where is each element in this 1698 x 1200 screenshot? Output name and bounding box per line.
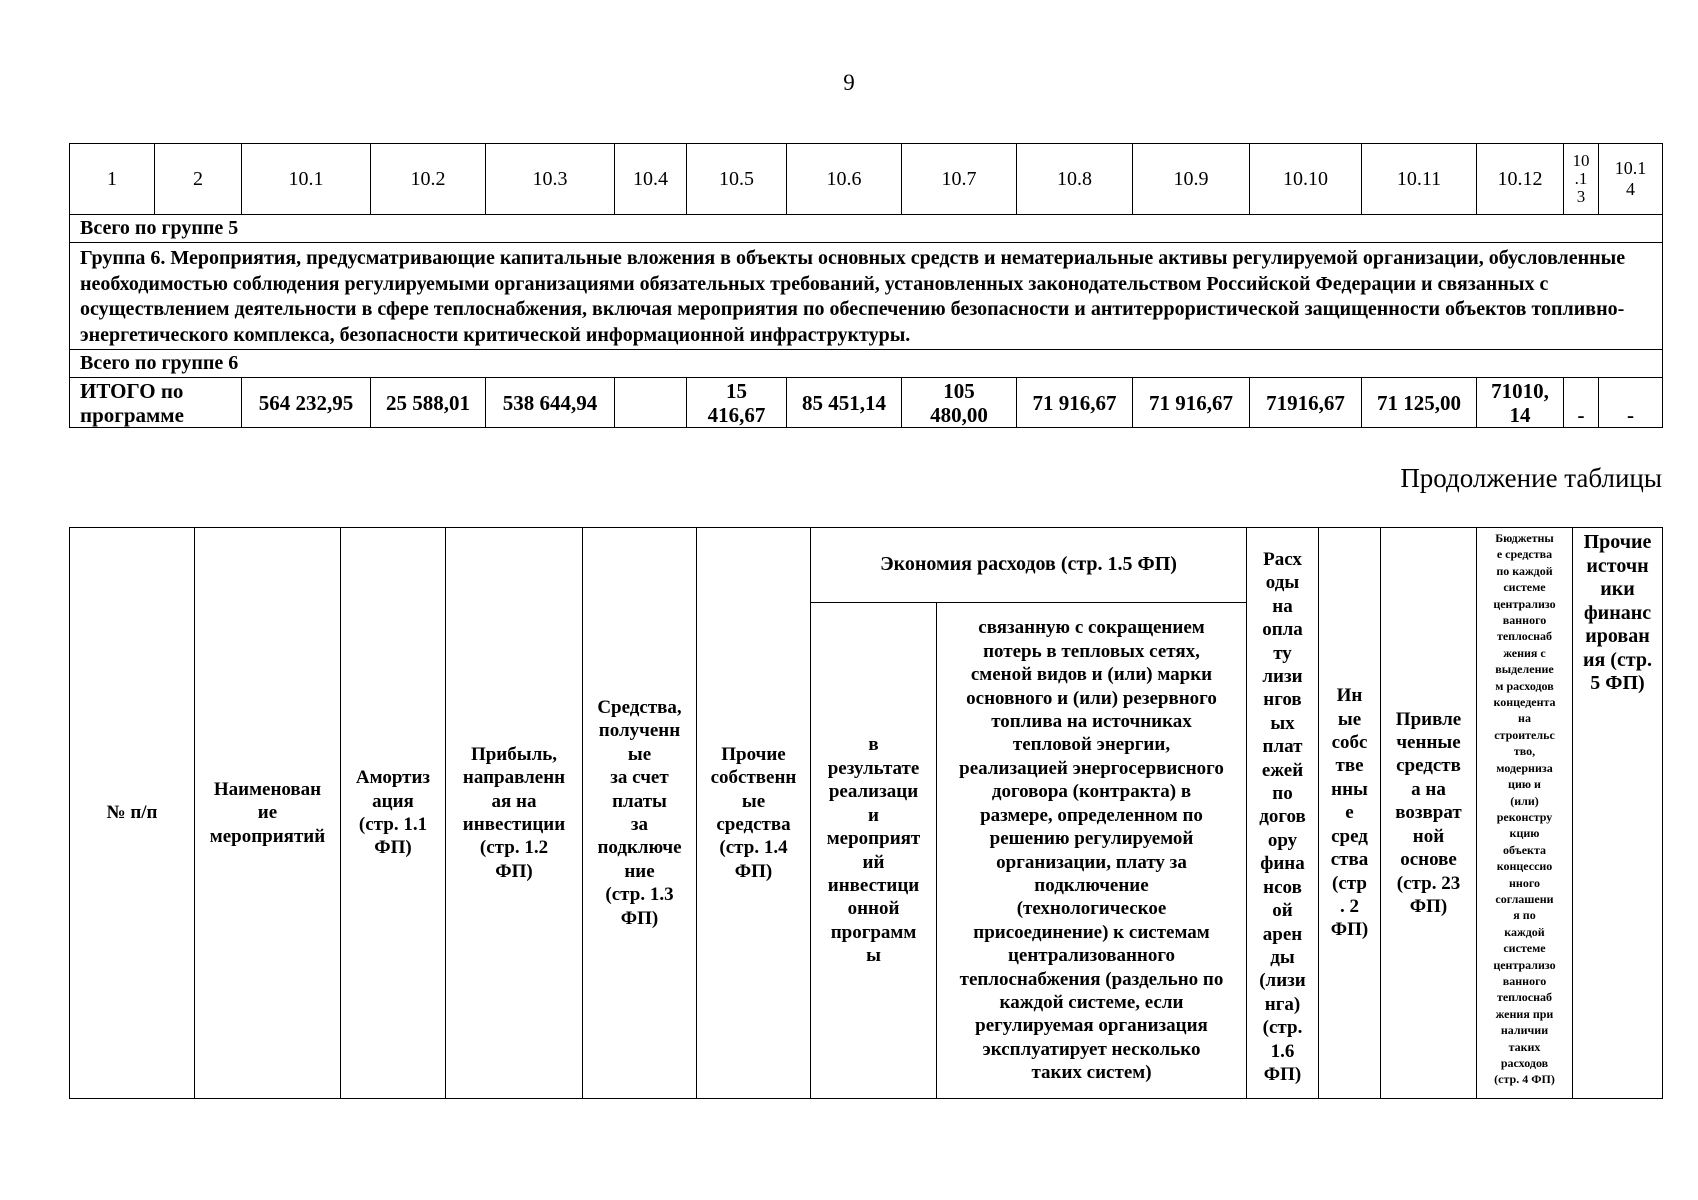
header-budget-funds: Бюджетны е средства по каждой системе централизо ванного теплоснаб жения с выделение м расходов концедента на строительс тво, модерниза цию и (или) реконстру кцию объекта концессио нного соглашени я по каждой системе централизо ванного теплоснаб жения при наличии таких расходов (стр. 4 ФП) xyxy=(1477,528,1573,1099)
column-number-cell: 10.1 xyxy=(242,144,371,215)
total-value-cell: 105 480,00 xyxy=(902,378,1017,428)
header-other-funds: Ин ые собс тве нны е сред ства (стр . 2 ФП) xyxy=(1319,528,1381,1099)
column-number-row xyxy=(70,144,1663,215)
group5-total-row xyxy=(70,215,1663,243)
column-number-cell: 10.3 xyxy=(486,144,615,215)
total-value-cell: - xyxy=(1564,378,1599,428)
header-row-number: № п/п xyxy=(70,528,195,1099)
group6-total-label: Всего по группе 6 xyxy=(70,350,1663,378)
page-number: 9 xyxy=(843,70,855,95)
total-value-cell: - xyxy=(1599,378,1663,428)
total-value-cell: 71916,67 xyxy=(1250,378,1362,428)
header-amortization: Амортиз ация (стр. 1.1 ФП) xyxy=(341,528,446,1099)
header-cost-savings: Экономия расходов (стр. 1.5 ФП) xyxy=(811,528,1247,603)
program-total-row xyxy=(70,378,1663,428)
investment-table-top xyxy=(69,143,1663,428)
column-number-cell: 10.1 4 xyxy=(1599,144,1663,215)
column-number-cell: 10.10 xyxy=(1250,144,1362,215)
header-connection-fees: Средства, полученн ые за счет платы за подключе ние (стр. 1.3 ФП) xyxy=(583,528,697,1099)
investment-table-header xyxy=(69,527,1663,1099)
group6-total-row xyxy=(70,350,1663,378)
total-value-cell xyxy=(615,378,687,428)
column-number-cell: 10.8 xyxy=(1017,144,1133,215)
group5-total-label: Всего по группе 5 xyxy=(70,215,1663,243)
header-savings-investment: в результате реализаци и мероприят ий инвестици онной программ ы xyxy=(811,603,937,1099)
continuation-label: Продолжение таблицы xyxy=(1400,463,1662,493)
column-number-cell: 10.11 xyxy=(1362,144,1477,215)
total-value-cell: 564 232,95 xyxy=(242,378,371,428)
column-number-cell: 10.4 xyxy=(615,144,687,215)
program-total-label: ИТОГО по программе xyxy=(70,378,242,428)
column-number-cell: 1 xyxy=(70,144,155,215)
total-value-cell: 25 588,01 xyxy=(371,378,486,428)
header-other-own-funds: Прочие собственн ые средства (стр. 1.4 ФП) xyxy=(697,528,811,1099)
header-savings-losses: связанную с сокращением потерь в тепловых сетях, сменой видов и (или) марки основного и (или) резервного топлива на источниках тепловой энергии, реализацией энергосервисного договора (контракта) в размере, определенном по решению регулируемой организации, плату за подключение (технологическое присоединение) к системам централизованного теплоснабжения (раздельно по каждой системе, если регулируемая организация эксплуатирует несколько таких систем) xyxy=(937,603,1247,1099)
column-number-cell: 10.9 xyxy=(1133,144,1250,215)
total-value-cell: 538 644,94 xyxy=(486,378,615,428)
total-value-cell: 15 416,67 xyxy=(687,378,787,428)
column-number-cell: 10.12 xyxy=(1477,144,1564,215)
header-other-sources: Прочие источн ики финанс ирован ия (стр. 5 ФП) xyxy=(1573,528,1663,1099)
header-leasing: Расх оды на опла ту лизи нгов ых плат ежей по догов ору фина нсов ой арен ды (лизи нга) (стр. 1.6 ФП) xyxy=(1247,528,1319,1099)
total-value-cell: 71010, 14 xyxy=(1477,378,1564,428)
total-value-cell: 71 125,00 xyxy=(1362,378,1477,428)
column-number-cell: 10.6 xyxy=(787,144,902,215)
total-value-cell: 71 916,67 xyxy=(1133,378,1250,428)
column-number-cell: 10.5 xyxy=(687,144,787,215)
header-borrowed-funds: Привле ченные средств а на возврат ной основе (стр. 23 ФП) xyxy=(1381,528,1477,1099)
total-value-cell: 85 451,14 xyxy=(787,378,902,428)
total-value-cell: 71 916,67 xyxy=(1017,378,1133,428)
column-number-cell: 10 .1 3 xyxy=(1564,144,1599,215)
header-activity-name: Наименован ие мероприятий xyxy=(195,528,341,1099)
column-number-cell: 2 xyxy=(155,144,242,215)
group6-title-row xyxy=(70,243,1663,350)
column-number-cell: 10.2 xyxy=(371,144,486,215)
column-number-cell: 10.7 xyxy=(902,144,1017,215)
header-profit: Прибыль, направленн ая на инвестиции (стр. 1.2 ФП) xyxy=(446,528,583,1099)
group6-title: Группа 6. Мероприятия, предусматривающие капитальные вложения в объекты основных средств и нематериальные активы регулируемой организации, обусловленные необходимостью соблюдения регулируемыми организациями обязательных требований, установленных законодательством Российской Федерации и связанных с осуществлением деятельности в сфере теплоснабжения, включая мероприятия по обеспечению безопасности и антитеррористической защищенности объектов топливно-энергетического комплекса, безопасности критической информационной инфраструктуры. xyxy=(70,243,1663,350)
